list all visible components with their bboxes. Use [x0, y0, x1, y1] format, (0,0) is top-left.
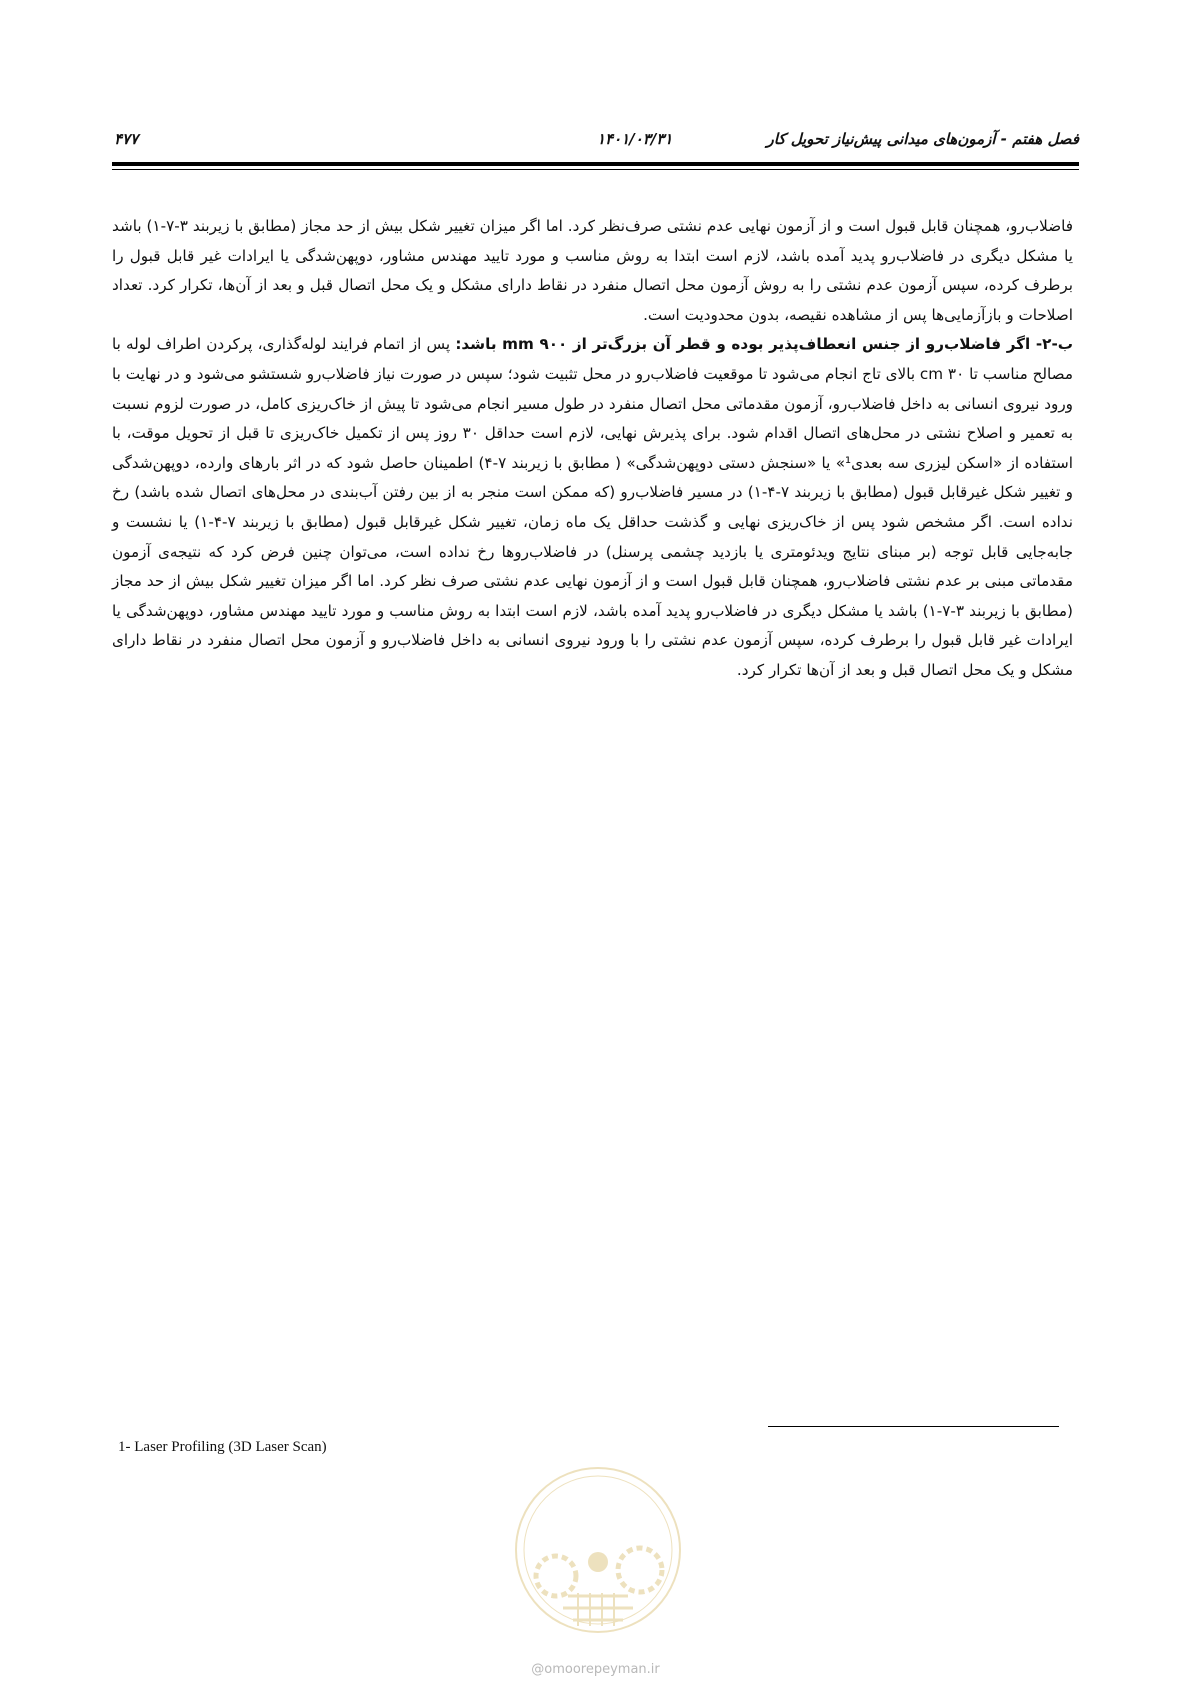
page-header [112, 126, 1079, 152]
paragraph-2-text: پس از اتمام فرایند لوله‌گذاری، پرکردن اطراف لوله با مصالح مناسب تا cm ۳۰ بالای تاج انجام می‌شود تا موقعیت فاضلاب‌رو در محل تثبیت شود؛ سپس در صورت نیاز فاضلاب‌رو شستشو می‌شود و در نهایت با ورود نیروی انسانی به داخل فاضلاب‌رو، آزمون مقدماتی محل اتصال منفرد در طول مسیر انجام می‌شود تا پیش از خاک‌ریزی کامل، در صورت لزوم نسبت به تعمیر و اصلاح نشتی در محل‌های اتصال اقدام شود. برای پذیرش نهایی، لازم است حداقل ۳۰ روز پس از تکمیل خاک‌ریزی تا قبل از تحویل موقت، با استفاده از «اسکن لیزری سه بعدی¹» یا «سنجش دستی دوپهن‌شدگی» ( مطابق با زیربند ۷-۴) اطمینان حاصل شود که در اثر بارهای وارده، دوپهن‌شدگی و تغییر شکل غیرقابل قبول (مطابق با زیربند ۷-۴-۱) در مسیر فاضلاب‌رو (که ممکن است منجر به از بین رفتن آب‌بندی در محل‌های اتصال شده باشد) رخ نداده است. اگر مشخص شود پس از خاک‌ریزی نهایی و گذشت حداقل یک ماه زمان، تغییر شکل غیرقابل قبول (مطابق با زیربند ۷-۴-۱) یا نشست و جابه‌جایی قابل توجه (بر مبنای نتایج ویدئومتری یا بازدید چشمی پرسنل) در فاضلاب‌روها رخ نداده است، می‌توان چنین فرض کرد که نتیجه‌ی آزمون مقدماتی مبنی بر عدم نشتی فاضلاب‌رو، همچنان قابل قبول است و از آزمون نهایی عدم نشتی صرف نظر کرد. اما اگر میزان تغییر شکل بیش از حد مجاز (مطابق با زیربند ۳-۷-۱) باشد یا مشکل دیگری در فاضلاب‌رو پدید آمده باشد، لازم است ابتدا به روش مناسب و مورد تایید مهندس مشاور، دوپهن‌شدگی یا ایرادات غیر قابل قبول را برطرف کرده، سپس آزمون عدم نشتی را با ورود نیروی انسانی به داخل فاضلاب‌رو و آزمون محل اتصال منفرد در نقاط دارای مشکل و یک محل اتصال قبل و بعد از آن‌ها تکرار کرد. [112, 335, 1073, 679]
paragraph-1: فاضلاب‌رو، همچنان قابل قبول است و از آزمون نهایی عدم نشتی صرف‌نظر کرد. اما اگر میزان تغییر شکل بیش از حد مجاز (مطابق با زیربند ۳-۷-۱) باشد یا مشکل دیگری در فاضلاب‌رو پدید آمده باشد، لازم است ابتدا به روش مناسب و مورد تایید مهندس مشاور، دوپهن‌شدگی یا ایرادات غیر قابل قبول را برطرف کرده، سپس آزمون عدم نشتی را به روش آزمون محل اتصال منفرد در نقاط دارای مشکل و یک محل اتصال قبل و بعد از آن‌ها، تکرار کرد. تعداد اصلاحات و بازآزمایی‌ها پس از مشاهده نقیصه، بدون محدودیت است. [112, 217, 1073, 324]
header-rule-thick [112, 162, 1079, 166]
footnote-separator [768, 1426, 1059, 1427]
paragraph-2-heading: ب-۲- اگر فاضلاب‌رو از جنس انعطاف‌پذیر بوده و قطر آن بزرگ‌تر از mm ۹۰۰ باشد: [455, 335, 1074, 354]
header-date: ۱۴۰۱/۰۳/۳۱ [597, 130, 673, 148]
footnote: 1- Laser Profiling (3D Laser Scan) [118, 1439, 327, 1455]
body-text [112, 212, 1073, 686]
watermark-url: @omoorepeyman.ir [531, 1662, 660, 1677]
chapter-title: فصل هفتم - آزمون‌های میدانی پیش‌نیاز تحویل کار [766, 130, 1079, 148]
header-rule-thin [112, 169, 1079, 170]
paragraph-2 [112, 330, 1073, 685]
watermark-logo [508, 1458, 688, 1658]
page-number: ۴۷۷ [114, 130, 139, 148]
